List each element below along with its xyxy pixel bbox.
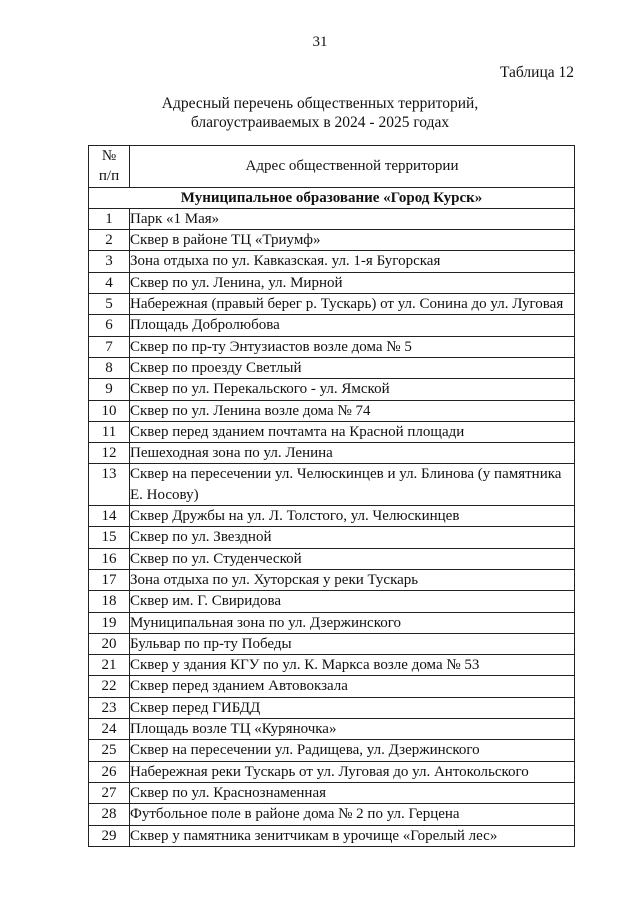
table-row [89,208,575,229]
row-address: Сквер на пересечении ул. Челюскинцев и ул. Блинова (у памятника Е. Носову) [130,464,575,506]
row-address: Сквер перед зданием Автовокзала [130,676,575,697]
row-number: 22 [89,676,130,697]
row-address: Сквер у памятника зенитчикам в урочище «Горелый лес» [130,825,575,846]
row-number: 29 [89,825,130,846]
row-number: 11 [89,421,130,442]
row-address: Набережная реки Тускарь от ул. Луговая до ул. Антокольского [130,761,575,782]
row-address: Площадь возле ТЦ «Куряночка» [130,719,575,740]
row-number: 4 [89,272,130,293]
row-number: 7 [89,336,130,357]
table-row [89,761,575,782]
document-title [0,94,640,132]
row-number: 10 [89,400,130,421]
table-row [89,655,575,676]
table-row [89,336,575,357]
row-address: Сквер по ул. Краснознаменная [130,782,575,803]
row-number: 27 [89,782,130,803]
header-address: Адрес общественной территории [130,146,575,188]
table-body [89,187,575,846]
row-number: 19 [89,612,130,633]
row-address: Сквер по ул. Звездной [130,527,575,548]
row-number: 25 [89,740,130,761]
row-number: 23 [89,697,130,718]
row-address: Сквер по проезду Светлый [130,357,575,378]
table-row [89,719,575,740]
row-address: Сквер в районе ТЦ «Триумф» [130,230,575,251]
page-number: 31 [312,34,328,50]
table-row [89,569,575,590]
row-number: 13 [89,464,130,506]
table-row [89,633,575,654]
table-row [89,400,575,421]
table-row [89,251,575,272]
row-number: 26 [89,761,130,782]
row-address: Муниципальная зона по ул. Дзержинского [130,612,575,633]
row-address: Сквер на пересечении ул. Радищева, ул. Дзержинского [130,740,575,761]
row-number: 1 [89,208,130,229]
header-number [89,146,130,188]
row-number: 6 [89,315,130,336]
row-address: Сквер по ул. Перекальского - ул. Ямской [130,379,575,400]
row-address: Сквер у здания КГУ по ул. К. Маркса возле дома № 53 [130,655,575,676]
header-number-line-1: № [101,148,117,164]
table-label: Таблица 12 [499,64,574,81]
row-number: 28 [89,804,130,825]
table-row [89,527,575,548]
section-row [89,187,575,208]
table-row [89,591,575,612]
row-number: 15 [89,527,130,548]
row-address: Сквер по ул. Ленина, ул. Мирной [130,272,575,293]
row-number: 9 [89,379,130,400]
table-row [89,272,575,293]
row-number: 2 [89,230,130,251]
row-number: 24 [89,719,130,740]
row-address: Бульвар по пр-ту Победы [130,633,575,654]
table-header-row [89,146,575,188]
table-row [89,357,575,378]
row-number: 8 [89,357,130,378]
table-row [89,315,575,336]
row-address: Зона отдыха по ул. Хуторская у реки Тускарь [130,569,575,590]
table-row [89,612,575,633]
row-number: 21 [89,655,130,676]
row-number: 16 [89,548,130,569]
title-line-2: благоустраиваемых в 2024 - 2025 годах [190,114,450,131]
table-row [89,443,575,464]
table-row [89,697,575,718]
table-row [89,421,575,442]
table-row [89,825,575,846]
row-address: Площадь Добролюбова [130,315,575,336]
section-title: Муниципальное образование «Город Курск» [89,187,575,208]
row-number: 12 [89,443,130,464]
header-number-line-2: п/п [98,168,120,185]
table-row [89,676,575,697]
table-row [89,294,575,315]
row-number: 3 [89,251,130,272]
row-address: Сквер по ул. Студенческой [130,548,575,569]
table-row [89,740,575,761]
row-address: Сквер им. Г. Свиридова [130,591,575,612]
row-address: Набережная (правый берег р. Тускарь) от ул. Сонина до ул. Луговая [130,294,575,315]
table-row [89,782,575,803]
table-row [89,548,575,569]
table-row [89,230,575,251]
address-table [88,145,575,847]
row-number: 17 [89,569,130,590]
row-address: Сквер перед ГИБДД [130,697,575,718]
row-number: 5 [89,294,130,315]
table-row [89,506,575,527]
row-address: Сквер по ул. Ленина возле дома № 74 [130,400,575,421]
row-number: 14 [89,506,130,527]
table-row [89,464,575,506]
table-row [89,379,575,400]
row-address: Зона отдыха по ул. Кавказская. ул. 1-я Бугорская [130,251,575,272]
row-address: Пешеходная зона по ул. Ленина [130,443,575,464]
row-address: Сквер перед зданием почтамта на Красной площади [130,421,575,442]
row-number: 18 [89,591,130,612]
title-line-1: Адресный перечень общественных территорий, [161,95,479,112]
row-address: Сквер Дружбы на ул. Л. Толстого, ул. Челюскинцев [130,506,575,527]
row-number: 20 [89,633,130,654]
row-address: Футбольное поле в районе дома № 2 по ул. Герцена [130,804,575,825]
row-address: Сквер по пр-ту Энтузиастов возле дома № 5 [130,336,575,357]
table-row [89,804,575,825]
row-address: Парк «1 Мая» [130,208,575,229]
